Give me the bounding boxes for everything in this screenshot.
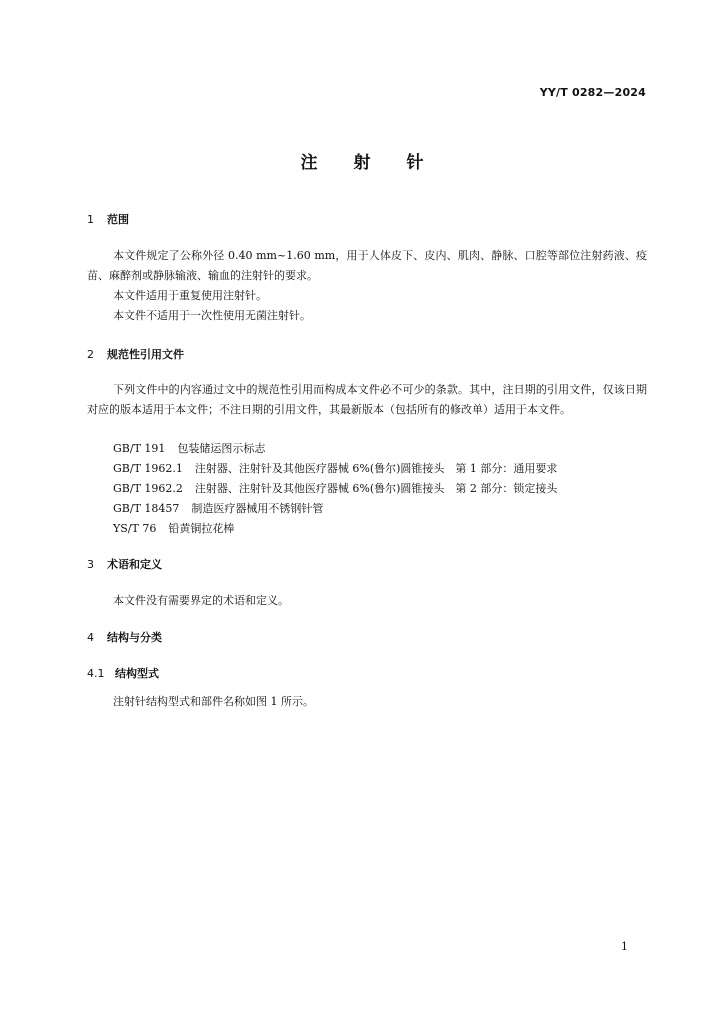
subsection-title: 结构型式: [115, 667, 159, 680]
section-number: 1: [87, 213, 94, 226]
subsection-number: 4.1: [87, 667, 105, 680]
reference-item: [113, 500, 323, 516]
reference-code: YS/T 76: [113, 522, 157, 535]
scope-paragraph-2: 本文件适用于重复使用注射针。: [113, 289, 267, 302]
reference-item: [113, 480, 557, 496]
section-number: 4: [87, 631, 94, 644]
subsection-heading-4-1: [87, 665, 159, 681]
reference-title: 包装储运图示标志: [177, 442, 266, 455]
reference-item: [113, 520, 234, 536]
scope-paragraph-1: 本文件规定了公称外径 0.40 mm~1.60 mm，用于人体皮下、皮内、肌肉、静脉、口腔等部位注射药液、疫苗、麻醉剂或静脉输液、输血的注射针的要求。: [87, 249, 647, 282]
section-title: 术语和定义: [107, 558, 162, 571]
reference-item: [113, 440, 265, 456]
section-title: 结构与分类: [107, 631, 162, 644]
section-title: 规范性引用文件: [107, 348, 184, 361]
section-number: 3: [87, 558, 94, 571]
page-number: 1: [621, 940, 628, 953]
document-title: 注射针: [300, 153, 460, 173]
section-title: 范围: [107, 213, 129, 226]
reference-code: GB/T 191: [113, 442, 166, 455]
section-heading-4: [87, 629, 162, 645]
reference-item: [113, 460, 557, 476]
reference-code: GB/T 1962.1: [113, 462, 183, 475]
section-heading-1: [87, 211, 129, 227]
reference-title: 注射器、注射针及其他医疗器械 6%(鲁尔)圆锥接头 第 2 部分：锁定接头: [194, 482, 558, 495]
reference-code: GB/T 1962.2: [113, 482, 183, 495]
normative-references-paragraph: 下列文件中的内容通过文中的规范性引用而构成本文件必不可少的条款。其中，注日期的引用文件，仅该日期对应的版本适用于本文件；不注日期的引用文件，其最新版本（包括所有的修改单）适用于本文件。: [87, 383, 647, 416]
standard-number: YY/T 0282—2024: [539, 86, 646, 99]
reference-title: 铅黄铜拉花棒: [168, 522, 235, 535]
section-heading-3: [87, 556, 162, 572]
reference-title: 制造医疗器械用不锈钢针管: [191, 502, 324, 515]
section-number: 2: [87, 348, 94, 361]
reference-title: 注射器、注射针及其他医疗器械 6%(鲁尔)圆锥接头 第 1 部分：通用要求: [194, 462, 558, 475]
structure-paragraph: 注射针结构型式和部件名称如图 1 所示。: [113, 695, 314, 708]
section-heading-2: [87, 346, 184, 362]
terms-paragraph: 本文件没有需要界定的术语和定义。: [113, 594, 289, 607]
reference-code: GB/T 18457: [113, 502, 180, 515]
scope-paragraph-3: 本文件不适用于一次性使用无菌注射针。: [113, 309, 311, 322]
